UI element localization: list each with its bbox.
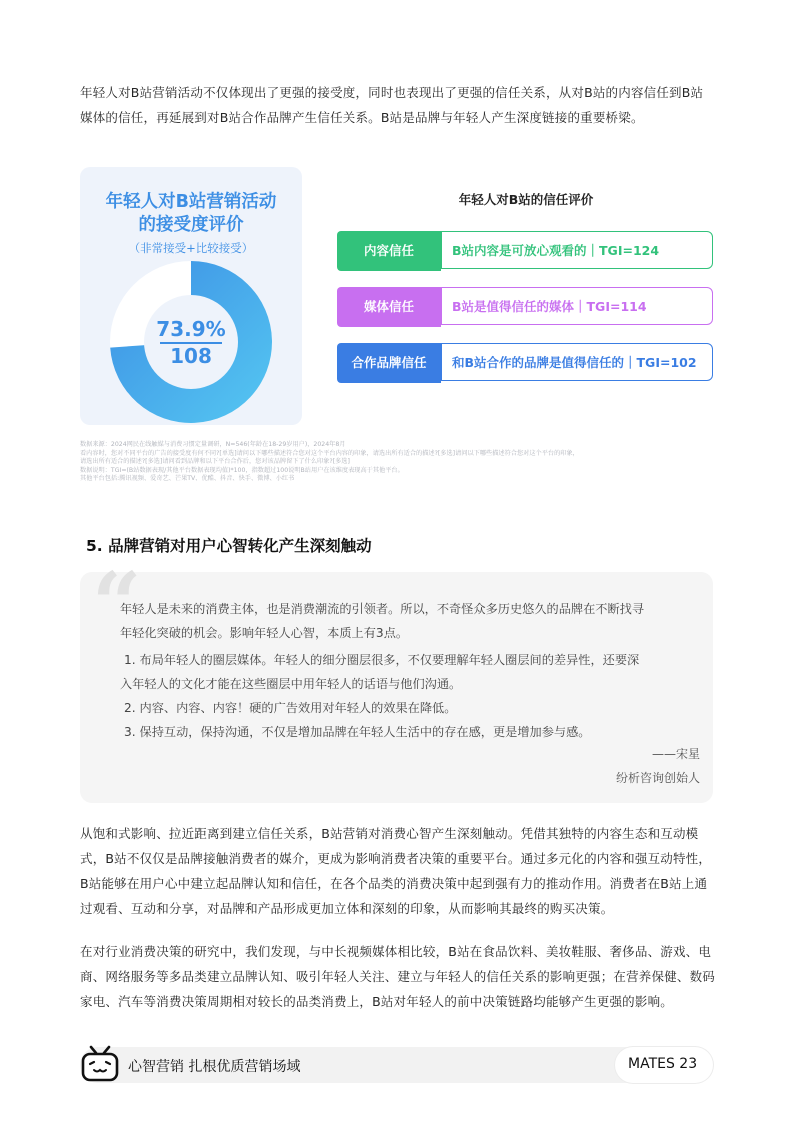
- source-line: 看内容时，您对不同平台的广告的接受度有何不同?[单选]请问以下哪些描述符合您对这个平台内容的印象，请选出所有适合的描述?[多选]请问以下哪些描述符合您对这个平台的印象，: [80, 449, 579, 457]
- quote-signature: ——宋星: [651, 747, 700, 761]
- source-line: 请选出所有适合的描述?[多选]请问看到品牌和以下平台合作后，您对该品牌留下了什么印象?[多选]: [80, 458, 350, 466]
- body-paragraph: 从饱和式影响、拉近距离到建立信任关系，B站营销对消费心智产生深刻触动。凭借其独特的内容生态和互动模式，B站不仅仅是品牌接触消费者的媒介，更成为影响消费者决策的重要平台。通过多元化的内容和强互动特性，B站能够在用户心中建立起品牌认知和信任，在各个品类的消费决策中起到强有力的推动作用。消费者在B站上通过观看、互动和分享，对品牌和产品形成更加立体和深刻的印象，从而影响其最终的购买决策。: [80, 826, 712, 916]
- section-heading: 5. 品牌营销对用户心智转化产生深刻触动: [86, 537, 372, 555]
- page-number: MATES 23: [628, 1056, 698, 1072]
- trust-title: 年轻人对B站的信任评价: [458, 192, 594, 207]
- acceptance-card-subtitle: （非常接受+比较接受）: [128, 241, 254, 255]
- acceptance-percent: 73.9%: [156, 317, 226, 341]
- acceptance-title-line1: 年轻人对B站营销活动: [105, 192, 277, 212]
- trust-text-content: B站内容是可放心观看的｜TGI=124: [441, 231, 713, 269]
- source-notes: [80, 441, 720, 484]
- quote-line: 年轻化突破的机会。影响年轻人心智，本质上有3点。: [120, 626, 409, 640]
- bilibili-tv-icon: [80, 1044, 120, 1086]
- quote-line: 年轻人是未来的消费主体，也是消费潮流的引领者。所以，不奇怪众多历史悠久的品牌在不断找寻: [120, 602, 645, 616]
- trust-label-media: 媒体信任: [337, 287, 441, 327]
- quote-signature-title: 纷析咨询创始人: [615, 771, 700, 785]
- source-line: 数据说明：TGI=(B站数据表现/其他平台数据表现均值)*100，指数超过100说明B站用户在该维度表现高于其他平台。: [80, 466, 404, 474]
- trust-label-content: 内容信任: [337, 231, 441, 271]
- quote-line: 1. 布局年轻人的圈层媒体。年轻人的细分圈层很多，不仅要理解年轻人圈层间的差异性，还要深: [124, 653, 640, 667]
- trust-row-media: [337, 287, 715, 327]
- trust-label-brand: 合作品牌信任: [337, 343, 441, 383]
- trust-text-media: B站是值得信任的媒体｜TGI=114: [441, 287, 713, 325]
- quote-mark-icon: “: [92, 554, 142, 655]
- source-line: 其他平台包括:腾讯视频、爱奇艺、芒果TV、优酷、抖音、快手、微博、小红书: [80, 475, 295, 483]
- trust-text-brand: 和B站合作的品牌是值得信任的｜TGI=102: [441, 343, 713, 381]
- acceptance-title-line2: 的接受度评价: [138, 215, 244, 235]
- source-line: 数据来源：2024网民在线触媒与消费习惯定量调研，N=546(年龄在18-29岁用户)，2024年8月: [80, 441, 346, 448]
- trust-row-brand: [337, 343, 715, 383]
- acceptance-tgi: 108: [170, 344, 212, 368]
- intro-paragraph: 年轻人对B站营销活动不仅体现出了更强的接受度，同时也表现出了更强的信任关系，从对B站的内容信任到B站媒体的信任，再延展到对B站合作品牌产生信任关系。B站是品牌与年轻人产生深度链接的重要桥梁。: [80, 85, 704, 125]
- body-paragraph: 在对行业消费决策的研究中，我们发现，与中长视频媒体相比较，B站在食品饮料、美妆鞋服、奢侈品、游戏、电商、网络服务等多品类建立品牌认知、吸引年轻人关注、建立与年轻人的信任关系的影响更强；在营养保健、数码家电、汽车等消费决策周期相对较长的品类消费上，B站对年轻人的前中决策链路均能够产生更强的影响。: [80, 944, 716, 1009]
- trust-row-content: [337, 231, 715, 271]
- acceptance-card-title: [80, 191, 302, 237]
- quote-line: 2. 内容、内容、内容！硬的广告效用对年轻人的效果在降低。: [124, 701, 457, 715]
- footer-text: 心智营销 扎根优质营销场域: [128, 1059, 301, 1075]
- quote-line: 入年轻人的文化才能在这些圈层中用年轻人的话语与他们沟通。: [120, 677, 462, 691]
- acceptance-card: [80, 167, 302, 425]
- quote-line: 3. 保持互动，保持沟通，不仅是增加品牌在年轻人生活中的存在感，更是增加参与感。: [124, 725, 591, 739]
